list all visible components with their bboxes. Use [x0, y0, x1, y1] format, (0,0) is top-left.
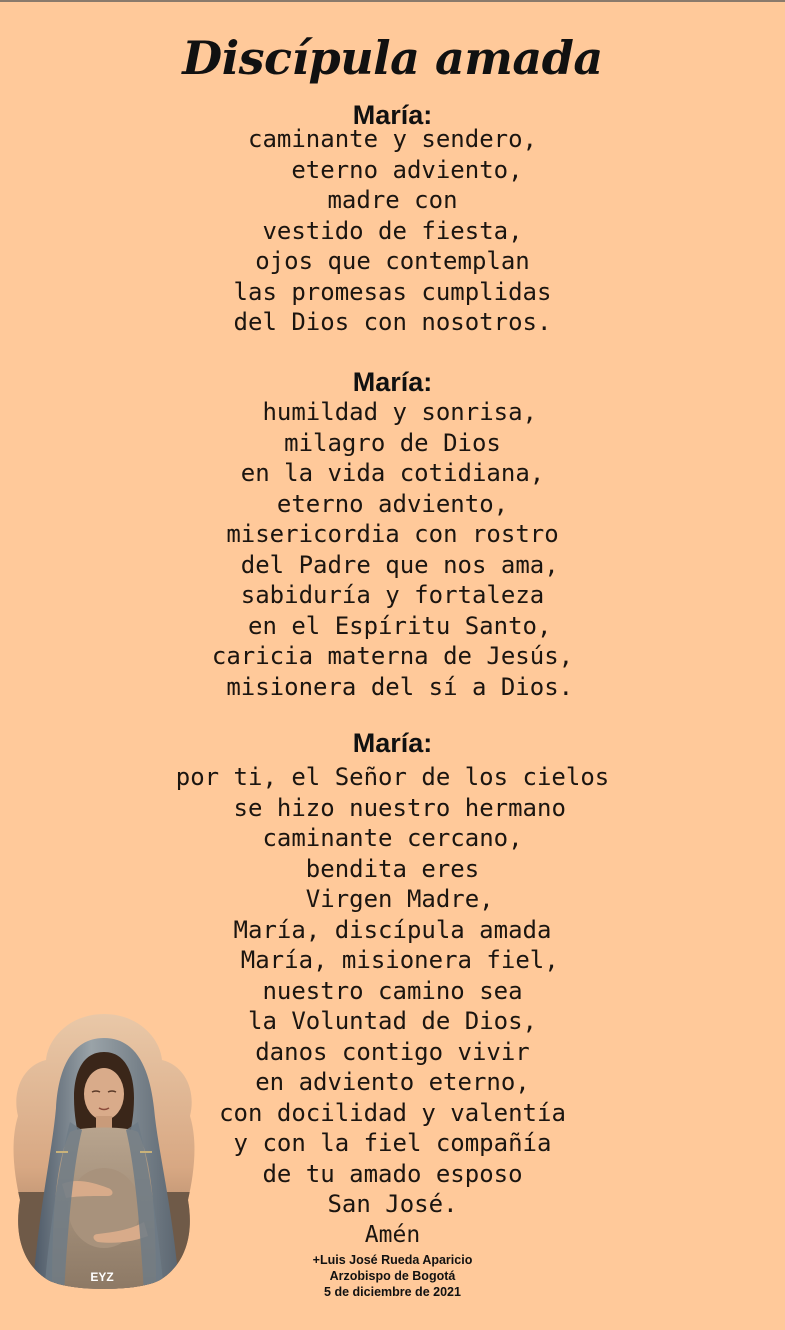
verse-line: caminante y sendero, — [248, 125, 537, 153]
verse-line: ojos que contemplan — [255, 247, 530, 275]
verse-line: misericordia con rostro — [226, 520, 559, 548]
verse-line: del Dios con nosotros. — [233, 308, 552, 336]
portrait-watermark: EYZ — [90, 1270, 114, 1284]
verse-line: se hizo nuestro hermano — [219, 793, 566, 822]
verse-line: vestido de fiesta, — [262, 216, 523, 245]
verse-line: madre con — [327, 186, 458, 214]
amen-text: Amén — [364, 1222, 421, 1248]
verse-line: en adviento eterno, — [255, 1068, 530, 1096]
signature-name: +Luis José Rueda Aparicio — [312, 1253, 473, 1267]
virgin-mary-portrait-icon — [10, 1012, 198, 1294]
verse-line: Virgen Madre, — [291, 885, 494, 913]
verse-line: del Padre que nos ama, — [226, 550, 559, 579]
verse-line: eterno adviento, — [262, 155, 523, 184]
verse-line: humildad y sonrisa, — [248, 398, 537, 426]
verse-line: en la vida cotidiana, — [240, 459, 545, 487]
verse-line: misionera del sí a Dios. — [211, 672, 574, 701]
verse-line: María, misionera fiel, — [226, 946, 559, 974]
verse-line: nuestro camino sea — [262, 976, 523, 1005]
verse-line: y con la fiel compañía — [233, 1129, 552, 1157]
verse-line: sabiduría y fortaleza — [240, 581, 545, 609]
verse-line: bendita eres — [305, 854, 480, 883]
signature-role: Arzobispo de Bogotá — [329, 1269, 456, 1283]
stanza-heading: María: — [352, 100, 433, 130]
verse-line: en el Espíritu Santo, — [233, 611, 552, 640]
verse-line: las promesas cumplidas — [233, 277, 552, 306]
page-title: Discípula amada — [182, 31, 603, 85]
verse-line: San José. — [327, 1190, 458, 1218]
verse-line: de tu amado esposo — [262, 1159, 523, 1188]
stanza-1 — [0, 100, 785, 338]
stanza-heading: María: — [352, 367, 433, 397]
verse-line: María, discípula amada — [233, 915, 552, 944]
stanza-2 — [0, 367, 785, 702]
stanza-heading: María: — [352, 728, 433, 758]
verse-line: caricia materna de Jesús, — [211, 642, 574, 670]
verse-line: caminante cercano, — [262, 824, 523, 852]
verse-line: con docilidad y valentía — [219, 1098, 566, 1127]
top-border — [0, 0, 785, 2]
verse-line: eterno adviento, — [276, 489, 509, 518]
verse-line: por ti, el Señor de los cielos — [175, 763, 610, 791]
verse-line: danos contigo vivir — [255, 1037, 530, 1066]
verse-line: milagro de Dios — [284, 428, 501, 457]
verse-line: la Voluntad de Dios, — [248, 1007, 537, 1035]
signature-date: 5 de diciembre de 2021 — [324, 1285, 461, 1299]
